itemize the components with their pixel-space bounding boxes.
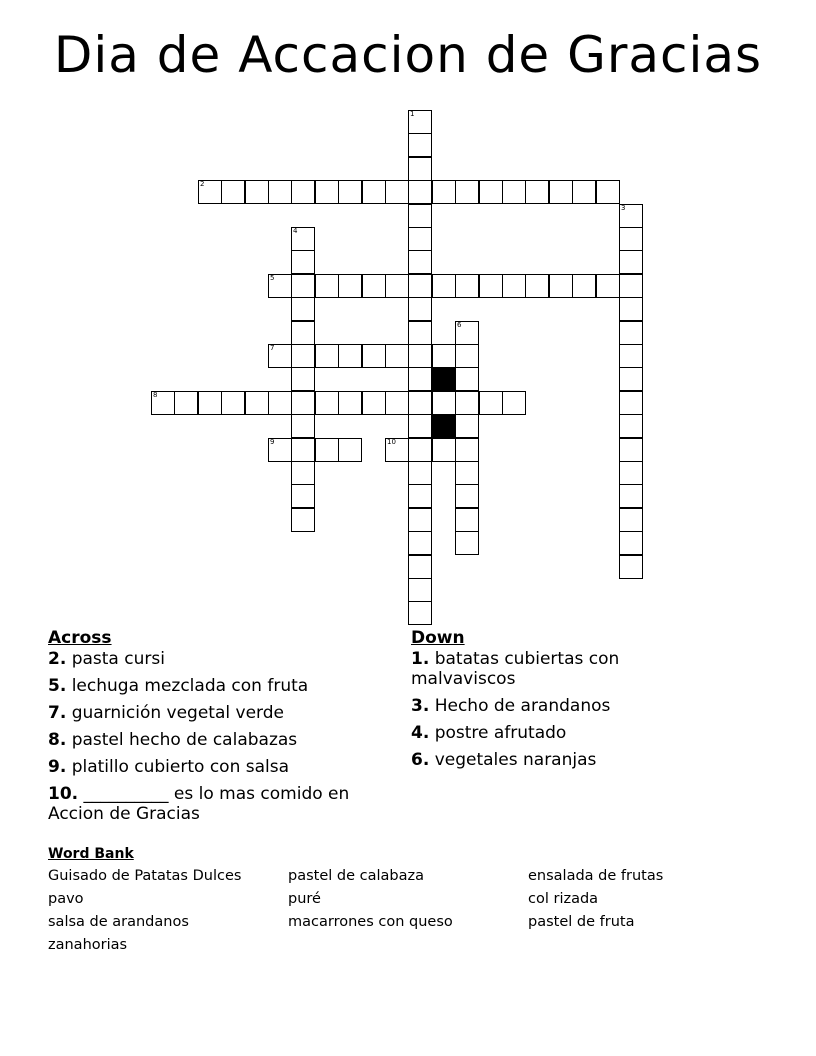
grid-cell[interactable] (619, 438, 643, 462)
grid-cell[interactable] (362, 391, 386, 415)
clue-number: 5. (48, 676, 67, 696)
grid-cell[interactable] (291, 391, 315, 415)
grid-cell[interactable] (619, 321, 643, 345)
clue-text: platillo cubierto con salsa (71, 757, 290, 777)
grid-cell[interactable] (362, 344, 386, 368)
grid-cell[interactable] (549, 274, 573, 298)
grid-cell[interactable] (432, 438, 456, 462)
grid-cell[interactable] (385, 180, 409, 204)
grid-cell[interactable] (408, 180, 432, 204)
grid-cell[interactable] (245, 391, 269, 415)
grid-cell[interactable] (408, 227, 432, 251)
grid-cell[interactable] (408, 484, 432, 508)
grid-cell[interactable] (315, 391, 339, 415)
grid-cell[interactable] (362, 180, 386, 204)
grid-cell[interactable] (619, 204, 643, 228)
grid-cell[interactable] (619, 367, 643, 391)
grid-cell[interactable] (408, 250, 432, 274)
grid-cell[interactable] (268, 438, 292, 462)
grid-cell[interactable] (268, 274, 292, 298)
grid-cell[interactable] (619, 344, 643, 368)
grid-cell[interactable] (619, 391, 643, 415)
grid-cell[interactable] (221, 180, 245, 204)
grid-cell[interactable] (596, 180, 620, 204)
grid-cell[interactable] (408, 391, 432, 415)
word-bank-item: ensalada de frutas (528, 868, 664, 884)
grid-cell[interactable] (268, 344, 292, 368)
across-clue-7 (48, 703, 388, 723)
grid-block-cell (432, 367, 456, 391)
word-bank-item: puré (288, 891, 321, 907)
clue-text: postre afrutado (434, 723, 567, 743)
clue-number: 2. (48, 649, 67, 669)
grid-cell[interactable] (572, 274, 596, 298)
grid-cell[interactable] (338, 274, 362, 298)
grid-cell[interactable] (455, 508, 479, 532)
clue-number-label: 10 (387, 438, 396, 446)
grid-cell[interactable] (291, 227, 315, 251)
clue-number-label: 7 (270, 344, 275, 352)
grid-cell[interactable] (291, 297, 315, 321)
grid-cell[interactable] (291, 344, 315, 368)
grid-cell[interactable] (455, 438, 479, 462)
clue-number: 7. (48, 703, 67, 723)
clue-number-label: 6 (457, 321, 462, 329)
grid-cell[interactable] (455, 274, 479, 298)
grid-cell[interactable] (619, 484, 643, 508)
grid-cell[interactable] (619, 531, 643, 555)
across-heading: Across (48, 628, 112, 648)
grid-cell[interactable] (198, 391, 222, 415)
grid-cell[interactable] (455, 344, 479, 368)
grid-cell[interactable] (408, 133, 432, 157)
grid-cell[interactable] (432, 180, 456, 204)
grid-cell[interactable] (291, 438, 315, 462)
word-bank-item: zanahorias (48, 937, 128, 953)
clue-number: 9. (48, 757, 67, 777)
grid-cell[interactable] (408, 531, 432, 555)
clue-number-label: 9 (270, 438, 275, 446)
grid-cell[interactable] (432, 344, 456, 368)
grid-cell[interactable] (291, 414, 315, 438)
clue-number-label: 1 (410, 110, 415, 118)
across-clues (48, 628, 388, 831)
word-bank-item: pastel de fruta (528, 914, 635, 930)
grid-cell[interactable] (408, 578, 432, 602)
grid-cell[interactable] (291, 250, 315, 274)
down-clues (411, 628, 711, 777)
grid-cell[interactable] (479, 391, 503, 415)
word-bank-item: macarrones con queso (288, 914, 453, 930)
across-clue-8 (48, 730, 388, 750)
grid-cell[interactable] (151, 391, 175, 415)
grid-cell[interactable] (338, 344, 362, 368)
across-clue-2 (48, 649, 388, 669)
across-clue-10 (48, 784, 388, 824)
clue-number-label: 4 (293, 227, 298, 235)
word-bank-item: pastel de calabaza (288, 868, 424, 884)
grid-cell[interactable] (408, 297, 432, 321)
grid-cell[interactable] (268, 180, 292, 204)
page-title: Dia de Accacion de Gracias (53, 26, 763, 84)
grid-cell[interactable] (408, 274, 432, 298)
grid-cell[interactable] (408, 110, 432, 134)
grid-cell[interactable] (408, 438, 432, 462)
grid-cell[interactable] (291, 274, 315, 298)
grid-cell[interactable] (572, 180, 596, 204)
grid-cell[interactable] (291, 484, 315, 508)
grid-cell[interactable] (619, 227, 643, 251)
clue-text: Hecho de arandanos (434, 696, 611, 716)
clue-number-label: 3 (621, 204, 626, 212)
grid-cell[interactable] (455, 484, 479, 508)
down-clue-6 (411, 750, 711, 770)
grid-cell[interactable] (525, 274, 549, 298)
down-heading: Down (411, 628, 465, 648)
clue-number-label: 2 (200, 180, 205, 188)
grid-cell[interactable] (385, 274, 409, 298)
grid-cell[interactable] (619, 250, 643, 274)
grid-cell[interactable] (596, 274, 620, 298)
grid-cell[interactable] (291, 367, 315, 391)
grid-cell[interactable] (408, 461, 432, 485)
grid-cell[interactable] (455, 461, 479, 485)
grid-cell[interactable] (619, 297, 643, 321)
grid-cell[interactable] (455, 180, 479, 204)
grid-cell[interactable] (455, 391, 479, 415)
grid-cell[interactable] (408, 508, 432, 532)
grid-cell[interactable] (408, 344, 432, 368)
grid-cell[interactable] (268, 391, 292, 415)
clue-number: 3. (411, 696, 430, 716)
word-bank-item: salsa de arandanos (48, 914, 189, 930)
grid-cell[interactable] (479, 274, 503, 298)
clue-number-label: 5 (270, 274, 275, 282)
grid-block-cell (432, 414, 456, 438)
clue-number: 10. (48, 784, 79, 804)
grid-cell[interactable] (525, 180, 549, 204)
grid-cell[interactable] (619, 274, 643, 298)
grid-cell[interactable] (408, 601, 432, 625)
grid-cell[interactable] (502, 391, 526, 415)
grid-cell[interactable] (385, 344, 409, 368)
grid-cell[interactable] (502, 180, 526, 204)
word-bank-item: pavo (48, 891, 84, 907)
word-bank-heading: Word Bank (48, 846, 134, 862)
grid-cell[interactable] (198, 180, 222, 204)
grid-cell[interactable] (549, 180, 573, 204)
word-bank-item: Guisado de Patatas Dulces (48, 868, 242, 884)
grid-cell[interactable] (338, 391, 362, 415)
clue-number-label: 8 (153, 391, 158, 399)
down-clue-1 (411, 649, 711, 689)
across-clue-9 (48, 757, 388, 777)
clue-number: 6. (411, 750, 430, 770)
grid-cell[interactable] (315, 438, 339, 462)
grid-cell[interactable] (408, 157, 432, 181)
grid-cell[interactable] (619, 508, 643, 532)
grid-cell[interactable] (432, 274, 456, 298)
grid-cell[interactable] (315, 180, 339, 204)
grid-cell[interactable] (455, 414, 479, 438)
grid-cell[interactable] (221, 391, 245, 415)
grid-cell[interactable] (174, 391, 198, 415)
grid-cell[interactable] (408, 555, 432, 579)
clue-text: __________ es lo mas comido en Accion de Gracias (48, 784, 350, 824)
grid-cell[interactable] (619, 461, 643, 485)
grid-cell[interactable] (291, 180, 315, 204)
grid-cell[interactable] (245, 180, 269, 204)
grid-cell[interactable] (432, 391, 456, 415)
clue-text: vegetales naranjas (434, 750, 597, 770)
grid-cell[interactable] (455, 321, 479, 345)
clue-number: 1. (411, 649, 430, 669)
grid-cell[interactable] (479, 180, 503, 204)
clue-text: pasta cursi (71, 649, 165, 669)
grid-cell[interactable] (315, 274, 339, 298)
clue-text: lechuga mezclada con fruta (71, 676, 309, 696)
grid-cell[interactable] (408, 367, 432, 391)
grid-cell[interactable] (408, 321, 432, 345)
clue-number: 8. (48, 730, 67, 750)
grid-cell[interactable] (408, 204, 432, 228)
grid-cell[interactable] (455, 531, 479, 555)
across-clue-5 (48, 676, 388, 696)
grid-cell[interactable] (362, 274, 386, 298)
down-clue-3 (411, 696, 711, 716)
grid-cell[interactable] (619, 414, 643, 438)
grid-cell[interactable] (291, 321, 315, 345)
word-bank-item: col rizada (528, 891, 599, 907)
clue-number: 4. (411, 723, 430, 743)
grid-cell[interactable] (408, 414, 432, 438)
grid-cell[interactable] (291, 461, 315, 485)
clue-text: batatas cubiertas con malvaviscos (411, 649, 620, 689)
grid-cell[interactable] (315, 344, 339, 368)
grid-cell[interactable] (619, 555, 643, 579)
grid-cell[interactable] (338, 180, 362, 204)
clue-text: pastel hecho de calabazas (71, 730, 298, 750)
grid-cell[interactable] (338, 438, 362, 462)
down-clue-4 (411, 723, 711, 743)
clue-text: guarnición vegetal verde (71, 703, 284, 723)
grid-cell[interactable] (502, 274, 526, 298)
grid-cell[interactable] (455, 367, 479, 391)
grid-cell[interactable] (385, 438, 409, 462)
grid-cell[interactable] (385, 391, 409, 415)
grid-cell[interactable] (291, 508, 315, 532)
